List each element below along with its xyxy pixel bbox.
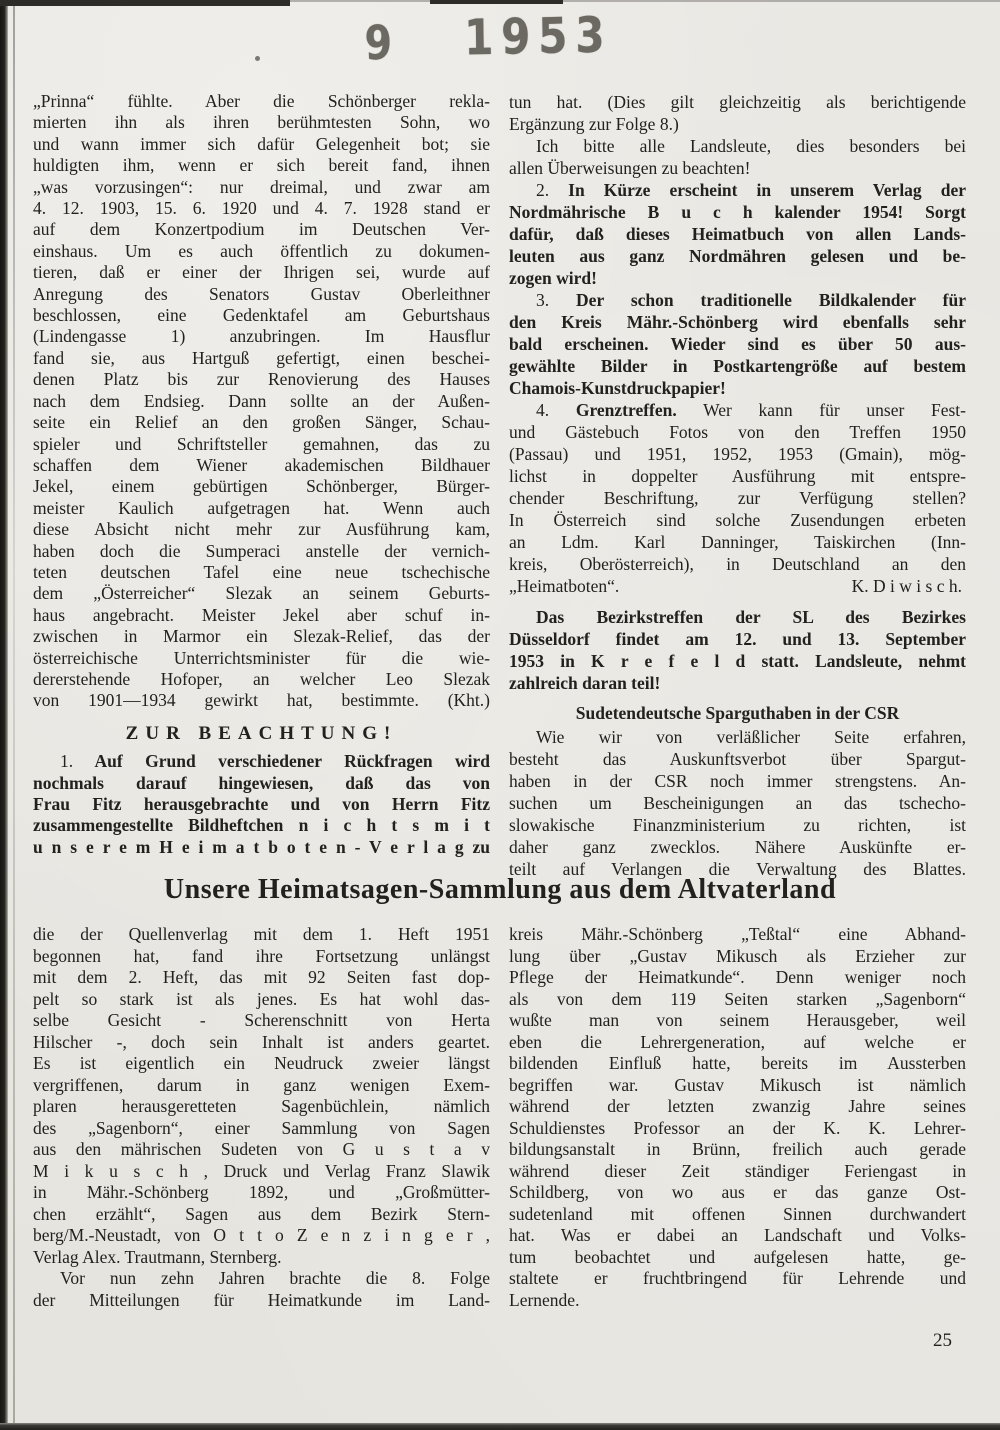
column-bottom-right xyxy=(509,924,966,1311)
page-number: 25 xyxy=(933,1330,952,1351)
text-line: „Prinna“ fühlte. Aber die Schönberger rekla- xyxy=(33,91,490,111)
article-slezak-paragraph xyxy=(33,91,490,712)
bezirkstreffen-announcement xyxy=(509,606,966,694)
text-line: den Kreis Mähr.-Schönberg wird ebenfalls sehr xyxy=(509,312,966,332)
text-line: von 1901—1934 gewirkt hat, bestimmte. (Kht.) xyxy=(33,690,490,711)
text-line: einshaus. Um es auch öffentlich zu dokumen- xyxy=(33,240,490,261)
section-title: Unsere Heimatsagen-Sammlung aus dem Altvaterland xyxy=(163,874,837,905)
text-line: Schildberg, von wo aus er das ganze Ost- xyxy=(509,1182,966,1202)
item-first-line xyxy=(509,399,966,421)
text-line: österreichische Unterrichtsminister für die wie- xyxy=(33,647,490,668)
notice-heading: ZUR BEACHTUNG! xyxy=(125,722,398,744)
text-line: an Ldm. Karl Danninger, Taiskirchen (Inn- xyxy=(509,532,966,552)
text-line: chender Beschriftung, zur Verfügung stellen? xyxy=(509,488,966,508)
text-line: Es ist eigentlich ein Neudruck zweier längst xyxy=(33,1053,490,1073)
item-lead: Grenztreffen. xyxy=(575,400,677,420)
text-line: (Passau) und 1951, 1952, 1953 (Gmain), mög- xyxy=(509,444,966,464)
text-line: Nordmährische B u c h kalender 1954! Sorgt xyxy=(509,202,966,222)
item-number: 1. xyxy=(60,751,74,772)
text-line: haben in der CSR noch immer strengstens. An- xyxy=(509,771,966,791)
text-line: dererstehende Hofoper, an welcher Leo Slezak xyxy=(33,668,490,689)
scan-edge-left xyxy=(0,0,8,1430)
text-line: lichst in doppelter Ausführung mit entspre- xyxy=(509,466,966,486)
text-line: 4. 12. 1903, 15. 6. 1920 und 4. 7. 1928 stand er xyxy=(33,198,490,219)
text-line: Anregung des Senators Gustav Oberleithner xyxy=(33,283,490,304)
text-line: aus den mährischen Sudeten von G u s t a v xyxy=(33,1139,490,1159)
text-line: nochmals darauf hingewiesen, daß das von xyxy=(33,772,490,793)
text-line: selbe Gesicht - Scherenschnitt von Herta xyxy=(33,1010,490,1030)
scan-edge-top-segment xyxy=(0,0,290,6)
notice-body xyxy=(33,773,490,859)
text-line: kreis, Oberösterreich), in Deutschland an den xyxy=(509,554,966,574)
item-body xyxy=(509,311,966,399)
notice-item-1 xyxy=(33,751,490,858)
text-line: daher ganz zwecklos. Nähere Auskünfte er- xyxy=(509,837,966,857)
scan-edge-bottom xyxy=(0,1423,1000,1430)
text-line: tieren, daß er einer der Ihrigen sei, wurde auf xyxy=(33,262,490,283)
text-line: huldigten ihm, wenn er sich bereit fand, ihnen xyxy=(33,155,490,176)
text-line: beschlossen, eine Gedenktafel am Geburtshaus xyxy=(33,305,490,326)
text-line: besteht das Auskunftsverbot über Spargut- xyxy=(509,749,966,769)
text-line: Lernende. xyxy=(509,1289,580,1310)
text-line: der Mitteilungen für Heimatkunde im Land- xyxy=(33,1289,490,1310)
signature-author: K. D i w i s c h. xyxy=(851,576,962,596)
column-bottom-left xyxy=(33,924,490,1311)
text-line: denen Platz bis zur Renovierung des Hauses xyxy=(33,369,490,390)
text-line: Pflege der Heimatkunde“. Denn weniger noch xyxy=(509,967,966,987)
column-top-left xyxy=(33,91,490,858)
text-line: dafür, daß dieses Heimatbuch von allen Lands- xyxy=(509,224,966,244)
text-line: „was vorzusingen“: nur dreimal, und zwar am xyxy=(33,176,490,197)
text-line: bildenden Einfluß hatte, bereits im Aussterben xyxy=(509,1053,966,1073)
text-line: allen Überweisungen zu beachten! xyxy=(509,158,751,178)
text-line: Verlag Alex. Trautmann, Sternberg. xyxy=(33,1246,282,1267)
text-line: begriffen war. Gustav Mikusch ist nämlich xyxy=(509,1074,966,1095)
item-lead: In Kürze erscheint in unserem Verlag der xyxy=(568,180,966,200)
text-line: zahlreich daran teil! xyxy=(509,673,661,693)
text-line: haus angebracht. Meister Jekel aber schuf in- xyxy=(33,604,490,625)
item-lead: Auf Grund verschiedener Rückfragen wird xyxy=(94,751,490,772)
text-line: die der Quellenverlag mit dem 1. Heft 1951 xyxy=(33,924,490,944)
text-line: slowakische Finanzministerium zu richten, ist xyxy=(509,815,966,835)
text-line: bald erscheinen. Wieder sind es über 50 aus- xyxy=(509,334,966,354)
item-lead: Der schon traditionelle Bildkalender für xyxy=(576,290,966,310)
item-body xyxy=(509,421,966,575)
text-line: vergriffenen, darum in ganz wenigen Exem- xyxy=(33,1074,490,1095)
text-line: In Österreich sind solche Zusendungen erbeten xyxy=(509,510,966,530)
text-line: Vor nun zehn Jahren brachte die 8. Folge xyxy=(60,1268,490,1288)
text-line: sudetenland mit offenen Sinnen durchwandert xyxy=(509,1203,966,1224)
text-line: Ergänzung zur Folge 8.) xyxy=(509,114,679,134)
text-line: Ich bitte alle Landsleute, dies besonders bei xyxy=(536,136,966,156)
text-line: Schuldienstes Professor an der K. K. Lehrer- xyxy=(509,1117,966,1138)
item-number: 2. xyxy=(536,180,550,200)
text-line: Das Bezirkstreffen der SL des Bezirkes xyxy=(536,607,966,627)
text-line: spieler und Schriftsteller gemahnen, das zu xyxy=(33,433,490,454)
text-line: leuten aus ganz Nordmähren gelesen und be- xyxy=(509,246,966,266)
text-line: gewählte Bilder in Postkartengröße auf bestem xyxy=(509,356,966,376)
text-line: wußte man von seinem Herausgeber, weil xyxy=(509,1010,966,1030)
signature-line xyxy=(509,575,966,597)
item-first-line xyxy=(509,179,966,201)
notice-item-3 xyxy=(509,289,966,399)
text-line: 1953 in K r e f e l d statt. Landsleute, nehmt xyxy=(509,651,966,671)
text-line: eben die Lehrergeneration, auf welche er xyxy=(509,1031,966,1052)
column-top-right xyxy=(509,91,966,880)
text-line: während dieser Zeit ständiger Feriengast in xyxy=(509,1160,966,1181)
notice-item-4 xyxy=(509,399,966,597)
text-line: meister Kaulich aufgetragen hat. Wenn auch xyxy=(33,497,490,518)
text-line: in Mähr.-Schönberg 1892, und „Großmütter- xyxy=(33,1182,490,1202)
text-line: nach dem Endsieg. Dann sollte an der Außen- xyxy=(33,390,490,411)
sparguthaben-paragraph xyxy=(509,726,966,880)
text-line: berg/M.-Neustadt, von O t t o Z e n z i n g e r , xyxy=(33,1225,490,1245)
text-line: zusammengestellte Bildheftchen n i c h t s m i t xyxy=(33,815,490,836)
text-line: und wann immer sich dafür Gelegenheit bot; sie xyxy=(33,133,490,154)
scan-edge-top-segment xyxy=(430,0,563,4)
text-line: kreis Mähr.-Schönberg „Teßtal“ eine Abhand- xyxy=(509,924,966,944)
sagen-paragraph-1 xyxy=(33,924,490,1268)
text-line: (Lindengasse 1) anzubringen. Im Hausflur xyxy=(33,326,490,347)
request-paragraph xyxy=(509,135,966,179)
text-line: staltete er fruchtbringend für Lehrende und xyxy=(509,1268,966,1288)
item-number: 4. xyxy=(536,400,550,420)
scan-fold-line xyxy=(13,0,15,1430)
item-first-line xyxy=(509,289,966,311)
text-line: teilt auf Verlangen die Verwaltung des Blattes. xyxy=(509,859,966,879)
sagen-paragraph-2 xyxy=(33,1268,490,1311)
text-line: Wie wir von verläßlicher Seite erfahren, xyxy=(536,727,966,747)
item-body xyxy=(509,201,966,289)
text-line: dem „Österreicher“ Slezak an seinem Geburts- xyxy=(33,583,490,604)
sagen-paragraph-3 xyxy=(509,924,966,1311)
ink-speck xyxy=(255,56,260,61)
stamp-issue-number: 9 xyxy=(363,15,393,72)
text-line: Hilscher -, doch sein Inhalt ist anders geartet. xyxy=(33,1031,490,1052)
item-number: 3. xyxy=(536,290,550,310)
notice-first-line xyxy=(33,751,490,772)
signature-left: „Heimatboten“. xyxy=(509,576,620,596)
text-line: Frau Fitz herausgebrachte und von Herrn Fitz xyxy=(33,794,490,814)
text-line: zwischen in Marmor ein Slezak-Relief, das der xyxy=(33,626,490,647)
stamp-year: 1953 xyxy=(463,6,613,67)
text-line: hat. Was er dabei an Landschaft und Volks- xyxy=(509,1225,966,1245)
notice-continuation-paragraph xyxy=(509,91,966,135)
text-line: zogen wird! xyxy=(509,268,597,288)
text-line: chen erzählt“, Sagen aus dem Bezirk Stern- xyxy=(33,1203,490,1224)
text-line: während der letzten zwanzig Jahre seines xyxy=(509,1096,966,1116)
subheading-sparguthaben: Sudetendeutsche Sparguthaben in der CSR xyxy=(575,703,900,723)
notice-item-2 xyxy=(509,179,966,289)
text-line: lung über „Gustav Mikusch als Erzieher zur xyxy=(509,945,966,966)
text-line: diese Absicht nicht mehr zur Ausführung kam, xyxy=(33,519,490,540)
text-line: u n s e r e m H e i m a t b o t e n - V e r l a g zu xyxy=(33,836,490,857)
text-line: suchen um Bescheinigungen an das tschecho- xyxy=(509,793,966,813)
text-line: haben doch die Sumperaci anstelle der vernich- xyxy=(33,540,490,561)
text-line: Chamois-Kunstdruckpapier! xyxy=(509,378,726,398)
text-line: mit dem 2. Heft, das mit 92 Seiten fast dop- xyxy=(33,967,490,987)
text-line: M i k u s c h , Druck und Verlag Franz Slawik xyxy=(33,1160,490,1181)
text-line: des „Sagenborn“, einer Sammlung von Sagen xyxy=(33,1117,490,1138)
text-line: seite ein Relief an den großen Sänger, Schau- xyxy=(33,412,490,433)
text-line: Düsseldorf findet am 12. und 13. September xyxy=(509,629,966,649)
text-line: Jekel, einem gebürtigen Schönberger, Bürger- xyxy=(33,476,490,497)
text-line: bildungsanstalt in Brünn, freilich auch gerade xyxy=(509,1139,966,1159)
text-line: und Gästebuch Fotos von den Treffen 1950 xyxy=(509,422,966,442)
item-lead-rest: Wer kann für unser Fest- xyxy=(703,400,966,420)
text-line: begonnen hat, fand ihre Fortsetzung unlängst xyxy=(33,945,490,966)
text-line: teten deutschen Tafel eine neue tschechische xyxy=(33,561,490,582)
text-line: als von dem 119 Seiten starken „Sagenborn“ xyxy=(509,988,966,1009)
text-line: mierten ihn als ihren berühmtesten Sohn, wo xyxy=(33,112,490,133)
text-line: plaren herausgeretteten Sagenbüchlein, nämlich xyxy=(33,1096,490,1116)
text-line: schaffen dem Wiener akademischen Bildhauer xyxy=(33,454,490,475)
text-line: fand sie, aus Hartguß gefertigt, einen beschei- xyxy=(33,347,490,368)
text-line: tun hat. (Dies gilt gleichzeitig als berichtigende xyxy=(509,92,966,112)
text-line: auf dem Konzertpodium im Deutschen Ver- xyxy=(33,219,490,240)
text-line: pelt so stark ist als jenes. Es hat wohl das- xyxy=(33,988,490,1009)
text-line: tum beobachtet und aufgelesen hatte, ge- xyxy=(509,1246,966,1267)
